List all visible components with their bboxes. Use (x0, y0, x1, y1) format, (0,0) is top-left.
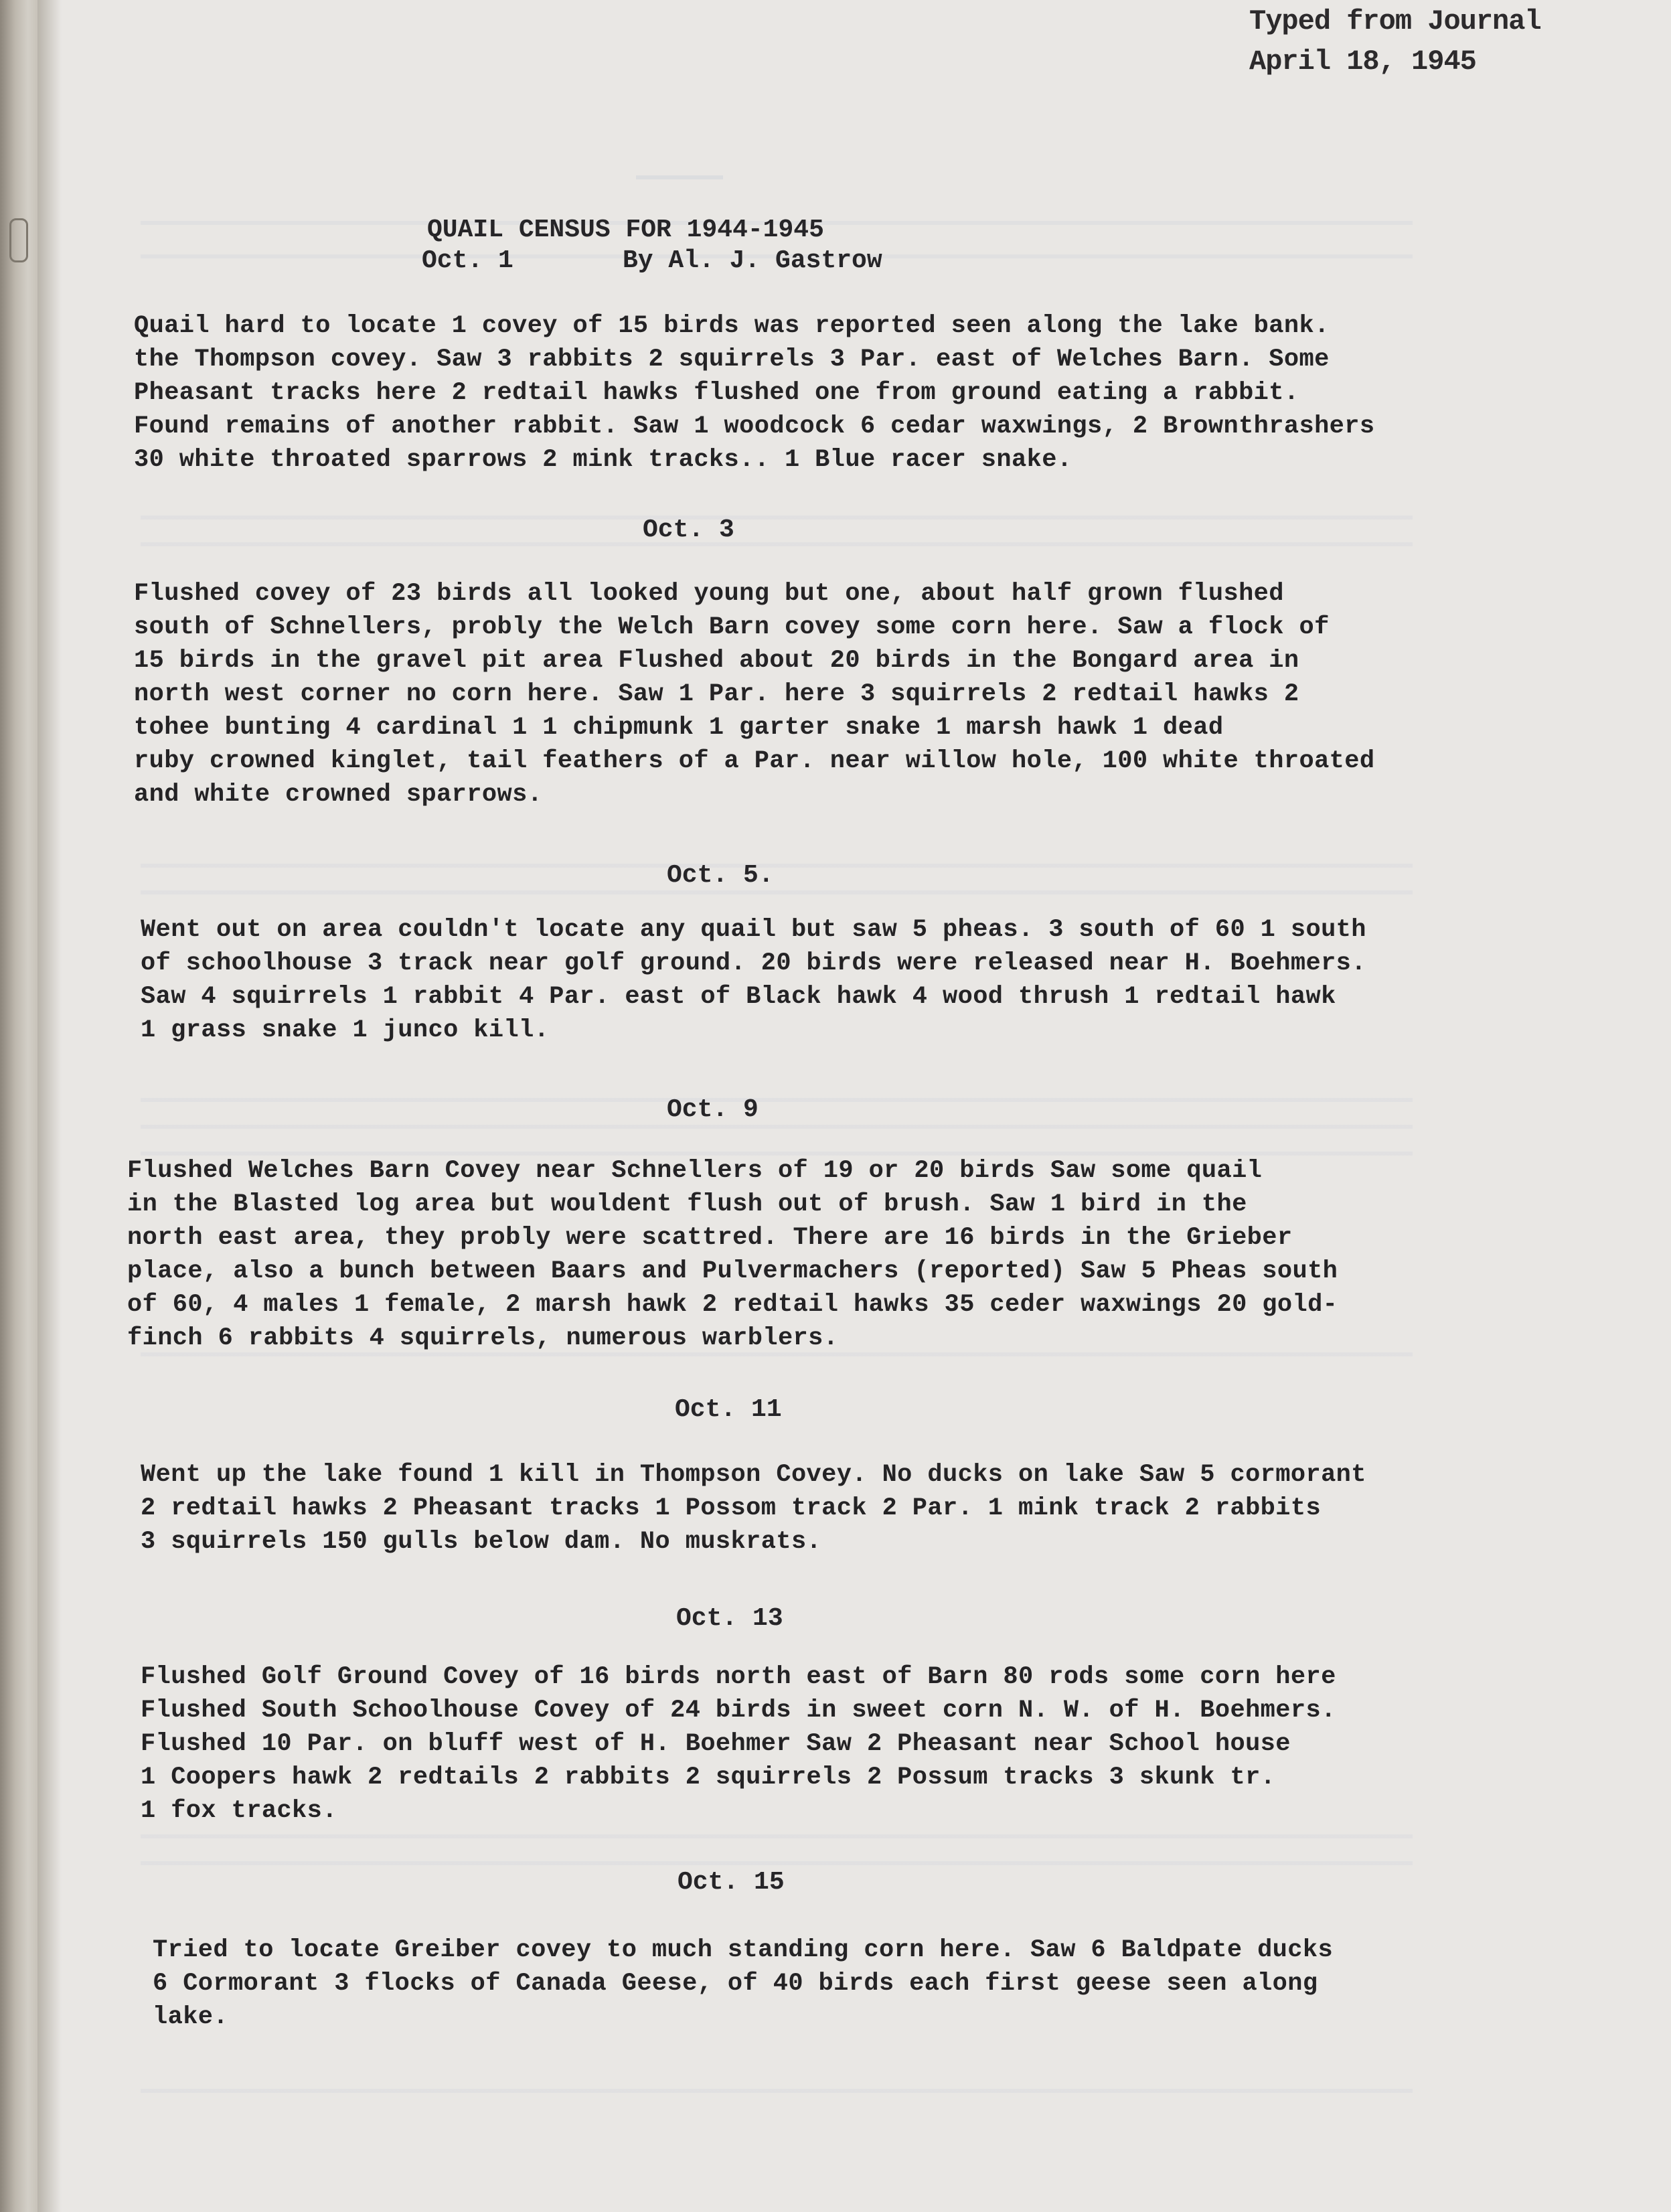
entry-text-oct-11 (141, 1458, 1553, 1559)
entry-date-oct-1: Oct. 1 (422, 246, 513, 275)
note-line-2: April 18, 1945 (1249, 46, 1476, 78)
text-line: 15 birds in the gravel pit area Flushed about 20 birds in the Bongard area in (134, 647, 1299, 675)
entry-date-oct-15: Oct. 15 (678, 1868, 785, 1897)
text-line: Went up the lake found 1 kill in Thompson Covey. No ducks on lake Saw 5 cormorant (141, 1461, 1366, 1489)
text-line: 30 white throated sparrows 2 mink tracks.. 1 Blue racer snake. (134, 446, 1072, 474)
page-gutter-shadow (37, 0, 62, 2212)
entry-date-oct-9: Oct. 9 (667, 1095, 759, 1124)
text-line: Tried to locate Greiber covey to much standing corn here. Saw 6 Baldpate ducks (153, 1936, 1334, 1964)
document-title: QUAIL CENSUS FOR 1944-1945 (427, 216, 824, 244)
text-line: Pheasant tracks here 2 redtail hawks flushed one from ground eating a rabbit. (134, 379, 1299, 407)
entry-date-oct-5: Oct. 5. (667, 861, 774, 890)
text-line: and white crowned sparrows. (134, 781, 543, 809)
bleed-through-mark (141, 864, 1413, 917)
text-line: 2 redtail hawks 2 Pheasant tracks 1 Possom track 2 Par. 1 mink track 2 rabbits (141, 1494, 1322, 1522)
text-line: tohee bunting 4 cardinal 1 1 chipmunk 1 garter snake 1 marsh hawk 1 dead (134, 714, 1224, 742)
bleed-through-mark (636, 155, 723, 179)
text-line: Flushed Golf Ground Covey of 16 birds north east of Barn 80 rods some corn here (141, 1663, 1336, 1691)
text-line: 1 grass snake 1 junco kill. (141, 1016, 550, 1044)
author-byline: By Al. J. Gastrow (623, 246, 882, 275)
entry-date-oct-11: Oct. 11 (675, 1395, 782, 1424)
entry-date-oct-3: Oct. 3 (643, 516, 734, 544)
bleed-through-mark (141, 1352, 1413, 1379)
text-line: north west corner no corn here. Saw 1 Par. here 3 squirrels 2 redtail hawks 2 (134, 680, 1299, 708)
binding-ring (9, 218, 28, 262)
text-line: Saw 4 squirrels 1 rabbit 4 Par. east of Black hawk 4 wood thrush 1 redtail hawk (141, 983, 1336, 1011)
text-line: 1 fox tracks. (141, 1797, 337, 1825)
note-line-1: Typed from Journal (1249, 5, 1541, 37)
text-line: Flushed 10 Par. on bluff west of H. Boehmer Saw 2 Pheasant near School house (141, 1730, 1291, 1758)
text-line: 3 squirrels 150 gulls below dam. No muskrats. (141, 1528, 822, 1556)
entry-text-oct-15 (153, 1933, 1565, 2034)
text-line: of schoolhouse 3 track near golf ground. 20 birds were released near H. Boehmers. (141, 949, 1366, 977)
text-line: Found remains of another rabbit. Saw 1 woodcock 6 cedar waxwings, 2 Brownthrashers (134, 412, 1375, 441)
text-line: north east area, they probly were scattred. There are 16 birds in the Grieber (127, 1224, 1293, 1252)
text-line: of 60, 4 males 1 female, 2 marsh hawk 2 redtail hawks 35 ceder waxwings 20 gold- (127, 1291, 1338, 1319)
entry-text-oct-3 (134, 577, 1546, 811)
text-line: south of Schnellers, probly the Welch Barn covey some corn here. Saw a flock of (134, 613, 1330, 641)
text-line: Flushed South Schoolhouse Covey of 24 birds in sweet corn N. W. of H. Boehmers. (141, 1696, 1336, 1725)
text-line: the Thompson covey. Saw 3 rabbits 2 squirrels 3 Par. east of Welches Barn. Some (134, 345, 1330, 374)
entry-text-oct-13 (141, 1660, 1553, 1828)
text-line: Went out on area couldn't locate any quail but saw 5 pheas. 3 south of 60 1 south (141, 916, 1366, 944)
entry-text-oct-1 (134, 309, 1546, 477)
book-binding (0, 0, 37, 2212)
entry-text-oct-5 (141, 913, 1553, 1047)
text-line: Quail hard to locate 1 covey of 15 birds was reported seen along the lake bank. (134, 312, 1330, 340)
text-line: place, also a bunch between Baars and Pulvermachers (reported) Saw 5 Pheas south (127, 1257, 1338, 1285)
bleed-through-mark (141, 516, 1413, 556)
text-line: 6 Cormorant 3 flocks of Canada Geese, of 40 birds each first geese seen along (153, 1970, 1318, 1998)
text-line: finch 6 rabbits 4 squirrels, numerous warblers. (127, 1324, 839, 1352)
text-line: lake. (153, 2003, 229, 2031)
text-line: ruby crowned kinglet, tail feathers of a Par. near willow hole, 100 white throated (134, 747, 1375, 775)
entry-text-oct-9 (127, 1154, 1540, 1355)
text-line: Flushed Welches Barn Covey near Schnellers of 19 or 20 birds Saw some quail (127, 1157, 1263, 1185)
bleed-through-mark (141, 2089, 1413, 2116)
typed-from-journal-note (1249, 1, 1557, 82)
text-line: in the Blasted log area but wouldent flush out of brush. Saw 1 bird in the (127, 1190, 1247, 1218)
text-line: Flushed covey of 23 birds all looked young but one, about half grown flushed (134, 580, 1284, 608)
text-line: 1 Coopers hawk 2 redtails 2 rabbits 2 squirrels 2 Possum tracks 3 skunk tr. (141, 1763, 1276, 1792)
entry-date-oct-13: Oct. 13 (676, 1604, 783, 1633)
